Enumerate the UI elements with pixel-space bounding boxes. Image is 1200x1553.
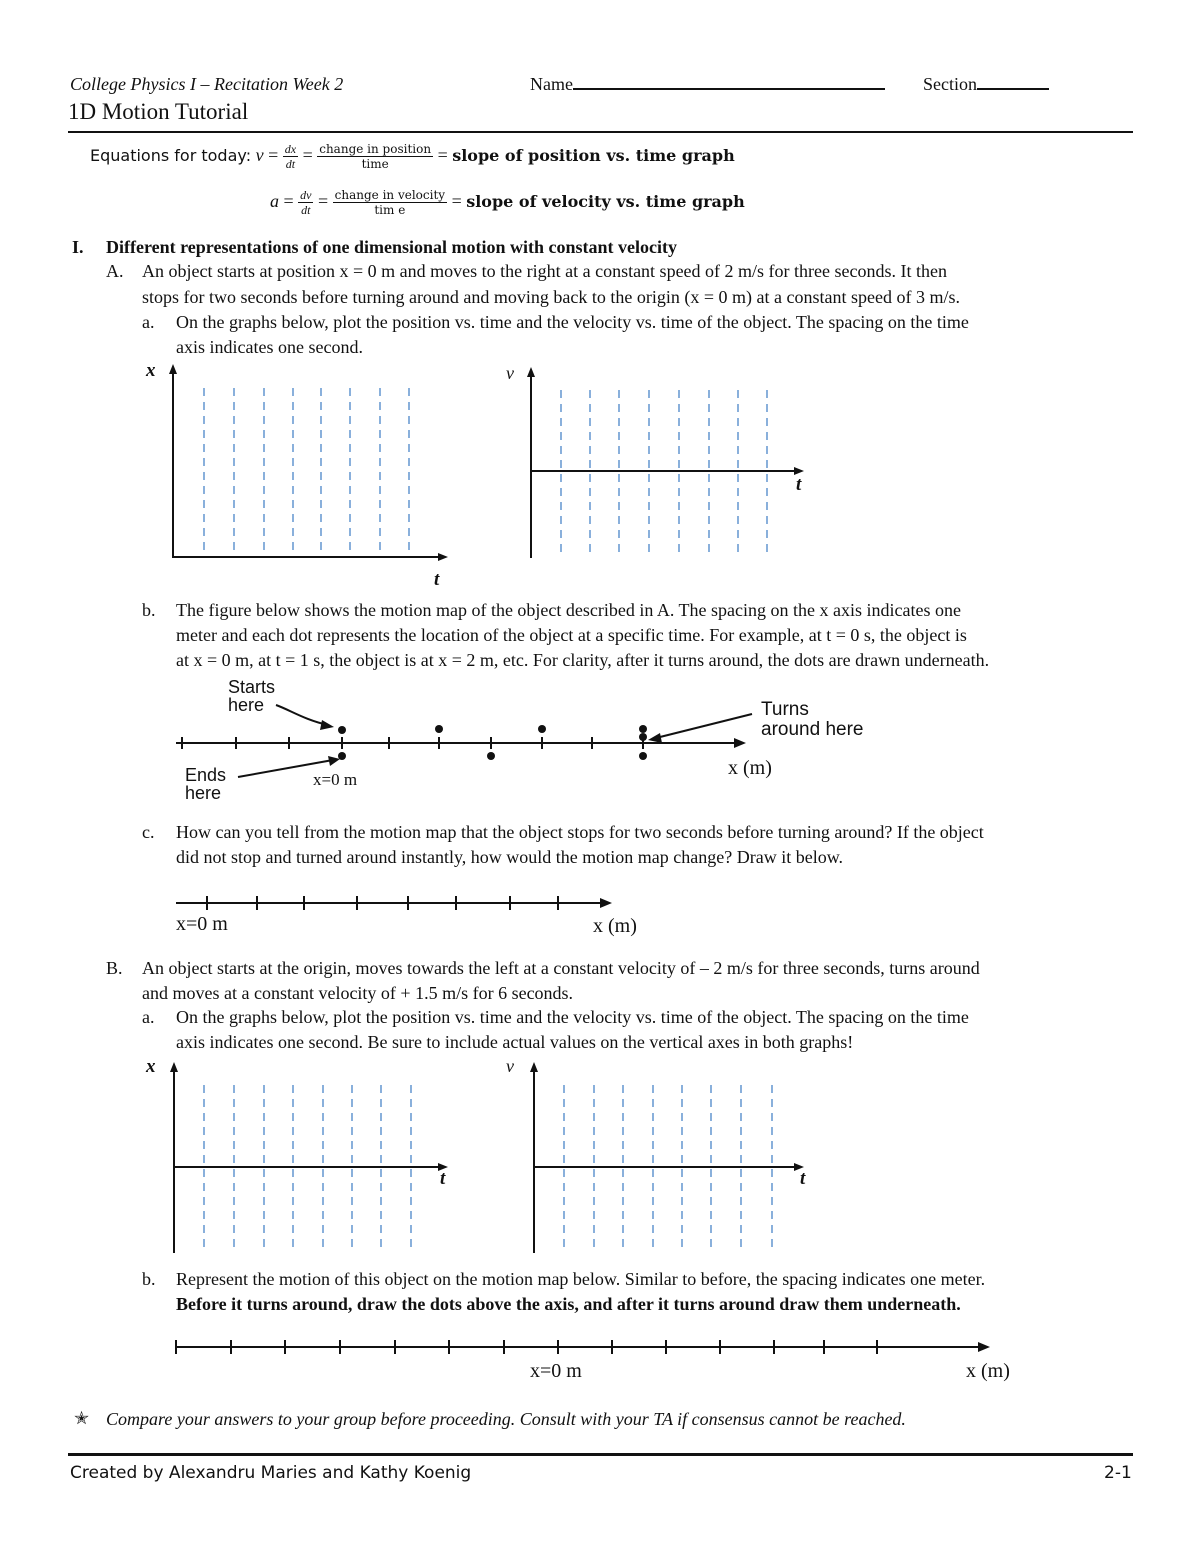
- part-b-b-line2: Before it turns around, draw the dots above the axis, and after it turns around draw them underneath.: [176, 1294, 961, 1314]
- x-axis-label-1: x (m): [728, 757, 772, 779]
- dv-dt-fraction: $\frac{dv}{dt}$: [300, 188, 312, 218]
- x0-label-2: x=0 m: [176, 913, 228, 935]
- section-label: Section: [923, 74, 977, 94]
- a-symbol: a: [270, 191, 279, 211]
- footer-credit: Created by Alexandru Maries and Kathy Koenig: [70, 1463, 472, 1483]
- part-b-a-line1: On the graphs below, plot the position vs. time and the velocity vs. time of the object. The spacing on the time: [176, 1007, 969, 1027]
- section-field[interactable]: [923, 72, 1049, 97]
- page-title: 1D Motion Tutorial: [68, 99, 249, 124]
- graph-position-time-1[interactable]: [140, 360, 460, 590]
- motion-map-draw-1[interactable]: [170, 890, 630, 920]
- equations-intro: Equations for today:: [90, 146, 252, 165]
- section-heading: Different representations of one dimensional motion with constant velocity: [106, 237, 677, 257]
- part-a-b-label: b.: [142, 600, 156, 620]
- name-label: Name: [530, 74, 573, 94]
- graph3-t-label: t: [440, 1168, 446, 1189]
- part-b-text-1: An object starts at the origin, moves towards the left at a constant velocity of – 2 m/s for three seconds, turns around: [142, 958, 980, 978]
- ends-here-label-1: Ends: [185, 765, 227, 785]
- part-a-c-line1: How can you tell from the motion map that the object stops for two seconds before turning around? If the object: [176, 822, 984, 842]
- part-b-a-line2: axis indicates one second. Be sure to include actual values on the vertical axes in both graphs!: [176, 1032, 854, 1052]
- graph2-v-label: v: [506, 363, 514, 383]
- graph-velocity-time-1[interactable]: [500, 365, 820, 565]
- part-b-b-line1: Represent the motion of this object on the motion map below. Similar to before, the spacing indicates one meter.: [176, 1269, 986, 1289]
- change-velocity-fraction: $\frac{\text{change in velocity}}{\text{tim e}}$: [334, 188, 446, 218]
- part-a-text-1: An object starts at position x = 0 m and moves to the right at a constant speed of 2 m/s for three seconds. It then: [142, 261, 947, 281]
- part-a-a-line1: On the graphs below, plot the position vs. time and the velocity vs. time of the object. The spacing on the time: [176, 312, 969, 332]
- part-a-b-line2: meter and each dot represents the location of the object at a specific time. For example, at t = 0 s, the object is: [176, 625, 967, 645]
- dx-dt-fraction: $\frac{dx}{dt}$: [284, 142, 297, 172]
- graph-position-time-2[interactable]: [140, 1060, 460, 1260]
- part-a-b-line3: at x = 0 m, at t = 1 s, the object is at x = 2 m, etc. For clarity, after it turns around, the dots are drawn underneath.: [176, 650, 990, 670]
- part-a-a-label: a.: [142, 312, 155, 332]
- equation-velocity: Equations for today: v = $\frac{dx}{dt}$ = $\frac{\text{change in position}}{\text{time}}$ = slope of position vs. time graph: [90, 142, 735, 172]
- starts-here-label-1: Starts: [228, 677, 276, 697]
- graph4-v-label: v: [506, 1056, 514, 1076]
- slope-position-text: slope of position vs. time graph: [452, 146, 735, 165]
- part-b-text-2: and moves at a constant velocity of + 1.5 m/s for 6 seconds.: [142, 983, 574, 1003]
- turns-around-label-1: Turns: [761, 699, 809, 720]
- x-axis-label-3: x (m): [966, 1360, 1010, 1382]
- part-a-c-label: c.: [142, 822, 155, 842]
- title-rule: [68, 131, 1133, 133]
- graph3-x-label: x: [146, 1056, 156, 1077]
- x0-label-3: x=0 m: [530, 1360, 582, 1382]
- part-a-text-2: stops for two seconds before turning around and moving back to the origin (x = 0 m) at a constant speed of 3 m/s.: [142, 287, 960, 307]
- graph2-t-label: t: [796, 474, 802, 495]
- section-numeral: I.: [72, 237, 84, 257]
- part-b-label: B.: [106, 958, 123, 978]
- part-a-c-line2: did not stop and turned around instantly, how would the motion map change? Draw it below.: [176, 847, 844, 867]
- v-symbol: v: [255, 145, 264, 165]
- turns-around-label-2: around here: [761, 719, 864, 740]
- ends-here-label-2: here: [185, 783, 222, 803]
- x0-label-1: x=0 m: [313, 770, 358, 789]
- compare-note: Compare your answers to your group before proceeding. Consult with your TA if consensus cannot be reached.: [106, 1409, 906, 1429]
- graph4-t-label: t: [800, 1168, 806, 1189]
- x-axis-label-2: x (m): [593, 915, 637, 937]
- part-b-a-label: a.: [142, 1007, 155, 1027]
- starts-here-label-2: here: [228, 695, 265, 715]
- course-label: College Physics I – Recitation Week 2: [70, 74, 344, 94]
- page-number: 2-1: [1104, 1463, 1132, 1483]
- footer-rule: [68, 1453, 1133, 1456]
- graph1-x-label: x: [146, 360, 156, 381]
- part-a-b-line1: The figure below shows the motion map of the object described in A. The spacing on the x axis indicates one: [176, 600, 961, 620]
- equation-acceleration: a = $\frac{dv}{dt}$ = $\frac{\text{change in velocity}}{\text{tim e}}$ = slope of velocity vs. time graph: [270, 188, 745, 218]
- name-field[interactable]: [530, 72, 885, 97]
- graph-velocity-time-2[interactable]: [500, 1060, 820, 1260]
- part-a-label: A.: [106, 261, 124, 281]
- star-icon: ✭: [74, 1408, 90, 1429]
- part-b-b-label: b.: [142, 1269, 156, 1289]
- graph1-t-label: t: [434, 569, 440, 590]
- part-a-a-line2: axis indicates one second.: [176, 337, 363, 357]
- motion-map-draw-2[interactable]: [170, 1335, 1000, 1365]
- slope-velocity-text: slope of velocity vs. time graph: [466, 192, 745, 211]
- change-position-fraction: $\frac{\text{change in position}}{\text{time}}$: [319, 142, 432, 172]
